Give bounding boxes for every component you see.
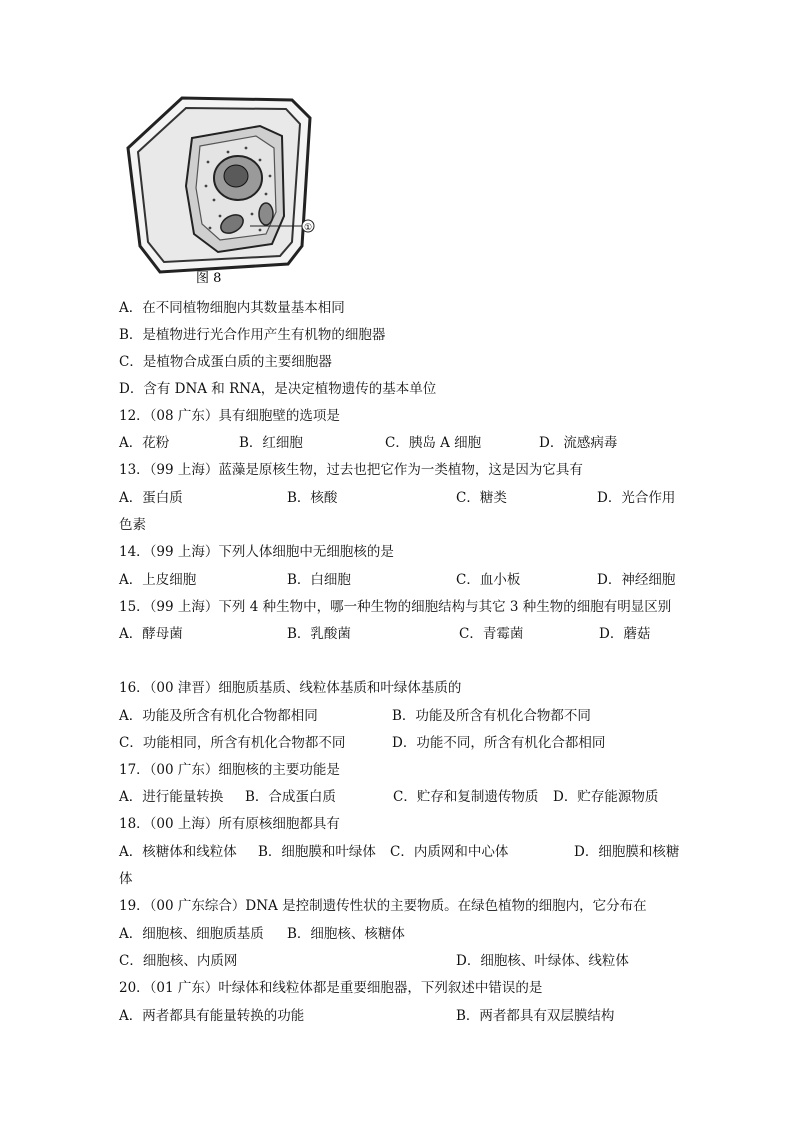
- option-text: C．青霉菌: [459, 626, 524, 642]
- mitochondrion: [259, 203, 273, 225]
- option-text: B．细胞核、核糖体: [287, 926, 405, 942]
- option-text: B．细胞膜和叶绿体: [258, 844, 376, 860]
- option-text: B．合成蛋白质: [245, 789, 336, 805]
- option-text: C．功能相同，所含有机化合物都不同: [119, 735, 346, 751]
- option-text: D．光合作用: [597, 490, 676, 506]
- question-text: 20．（01 广东）叶绿体和线粒体都是重要细胞器，下列叙述中错误的是: [119, 980, 543, 996]
- option-text: C．贮存和复制遗传物质: [393, 789, 539, 805]
- option-text: 色素: [119, 517, 146, 533]
- option-text: C．内质网和中心体: [390, 844, 509, 860]
- question-text: 17．（00 广东）细胞核的主要功能是: [119, 762, 340, 778]
- option-text: D．蘑菇: [599, 626, 651, 642]
- option-text: B．核酸: [287, 490, 338, 506]
- option-text: D．细胞膜和核糖: [574, 844, 680, 860]
- option-text: D．贮存能源物质: [553, 789, 659, 805]
- option-text: C．是植物合成蛋白质的主要细胞器: [119, 354, 332, 370]
- question-text: 12．（08 广东）具有细胞壁的选项是: [119, 408, 340, 424]
- option-text: A．进行能量转换: [119, 789, 224, 805]
- question-text: 15．（99 上海）下列 4 种生物中，哪一种生物的细胞结构与其它 3 种生物的细胞有明显区别: [119, 599, 672, 615]
- option-text: B．乳酸菌: [287, 626, 351, 642]
- option-text: D．细胞核、叶绿体、线粒体: [456, 953, 629, 969]
- plant-cell-diagram: [120, 96, 320, 288]
- nucleolus: [224, 165, 248, 187]
- question-text: 16．（00 津晋）细胞质基质、线粒体基质和叶绿体基质的: [119, 680, 462, 696]
- option-text: A．酵母菌: [119, 626, 183, 642]
- option-text: B．功能及所含有机化合物都不同: [392, 708, 591, 724]
- question-text: 18．（00 上海）所有原核细胞都具有: [119, 816, 340, 832]
- question-text: 13．（99 上海）蓝藻是原核生物，过去也把它作为一类植物，这是因为它具有: [119, 462, 583, 478]
- option-text: C．糖类: [456, 490, 507, 506]
- plant-cell-figure: [120, 96, 320, 288]
- option-text: C．细胞核、内质网: [119, 953, 238, 969]
- figure-caption: 图 8: [196, 271, 222, 286]
- question-text: 14．（99 上海）下列人体细胞中无细胞核的是: [119, 544, 394, 560]
- marker-label: ①: [303, 223, 313, 233]
- option-text: 体: [119, 871, 133, 887]
- option-text: A．上皮细胞: [119, 572, 197, 588]
- option-text: C．胰岛 A 细胞: [385, 435, 482, 451]
- option-text: D．神经细胞: [597, 572, 676, 588]
- option-text: B．红细胞: [239, 435, 303, 451]
- option-text: B．是植物进行光合作用产生有机物的细胞器: [119, 327, 386, 343]
- option-text: A．在不同植物细胞内其数量基本相同: [119, 300, 345, 316]
- option-text: C．血小板: [456, 572, 521, 588]
- option-text: A．蛋白质: [119, 490, 183, 506]
- option-text: D．流感病毒: [539, 435, 618, 451]
- option-text: A．两者都具有能量转换的功能: [119, 1008, 305, 1024]
- option-text: A．核糖体和线粒体: [119, 844, 237, 860]
- option-text: A．细胞核、细胞质基质: [119, 926, 264, 942]
- question-text: 19．（00 广东综合）DNA 是控制遗传性状的主要物质。在绿色植物的细胞内，它分布在: [119, 898, 647, 914]
- option-text: A．花粉: [119, 435, 170, 451]
- option-text: D．含有 DNA 和 RNA，是决定植物遗传的基本单位: [119, 381, 437, 397]
- option-text: B．白细胞: [287, 572, 351, 588]
- option-text: D．功能不同，所含有机化合都相同: [392, 735, 606, 751]
- option-text: B．两者都具有双层膜结构: [456, 1008, 615, 1024]
- option-text: A．功能及所含有机化合物都相同: [119, 708, 318, 724]
